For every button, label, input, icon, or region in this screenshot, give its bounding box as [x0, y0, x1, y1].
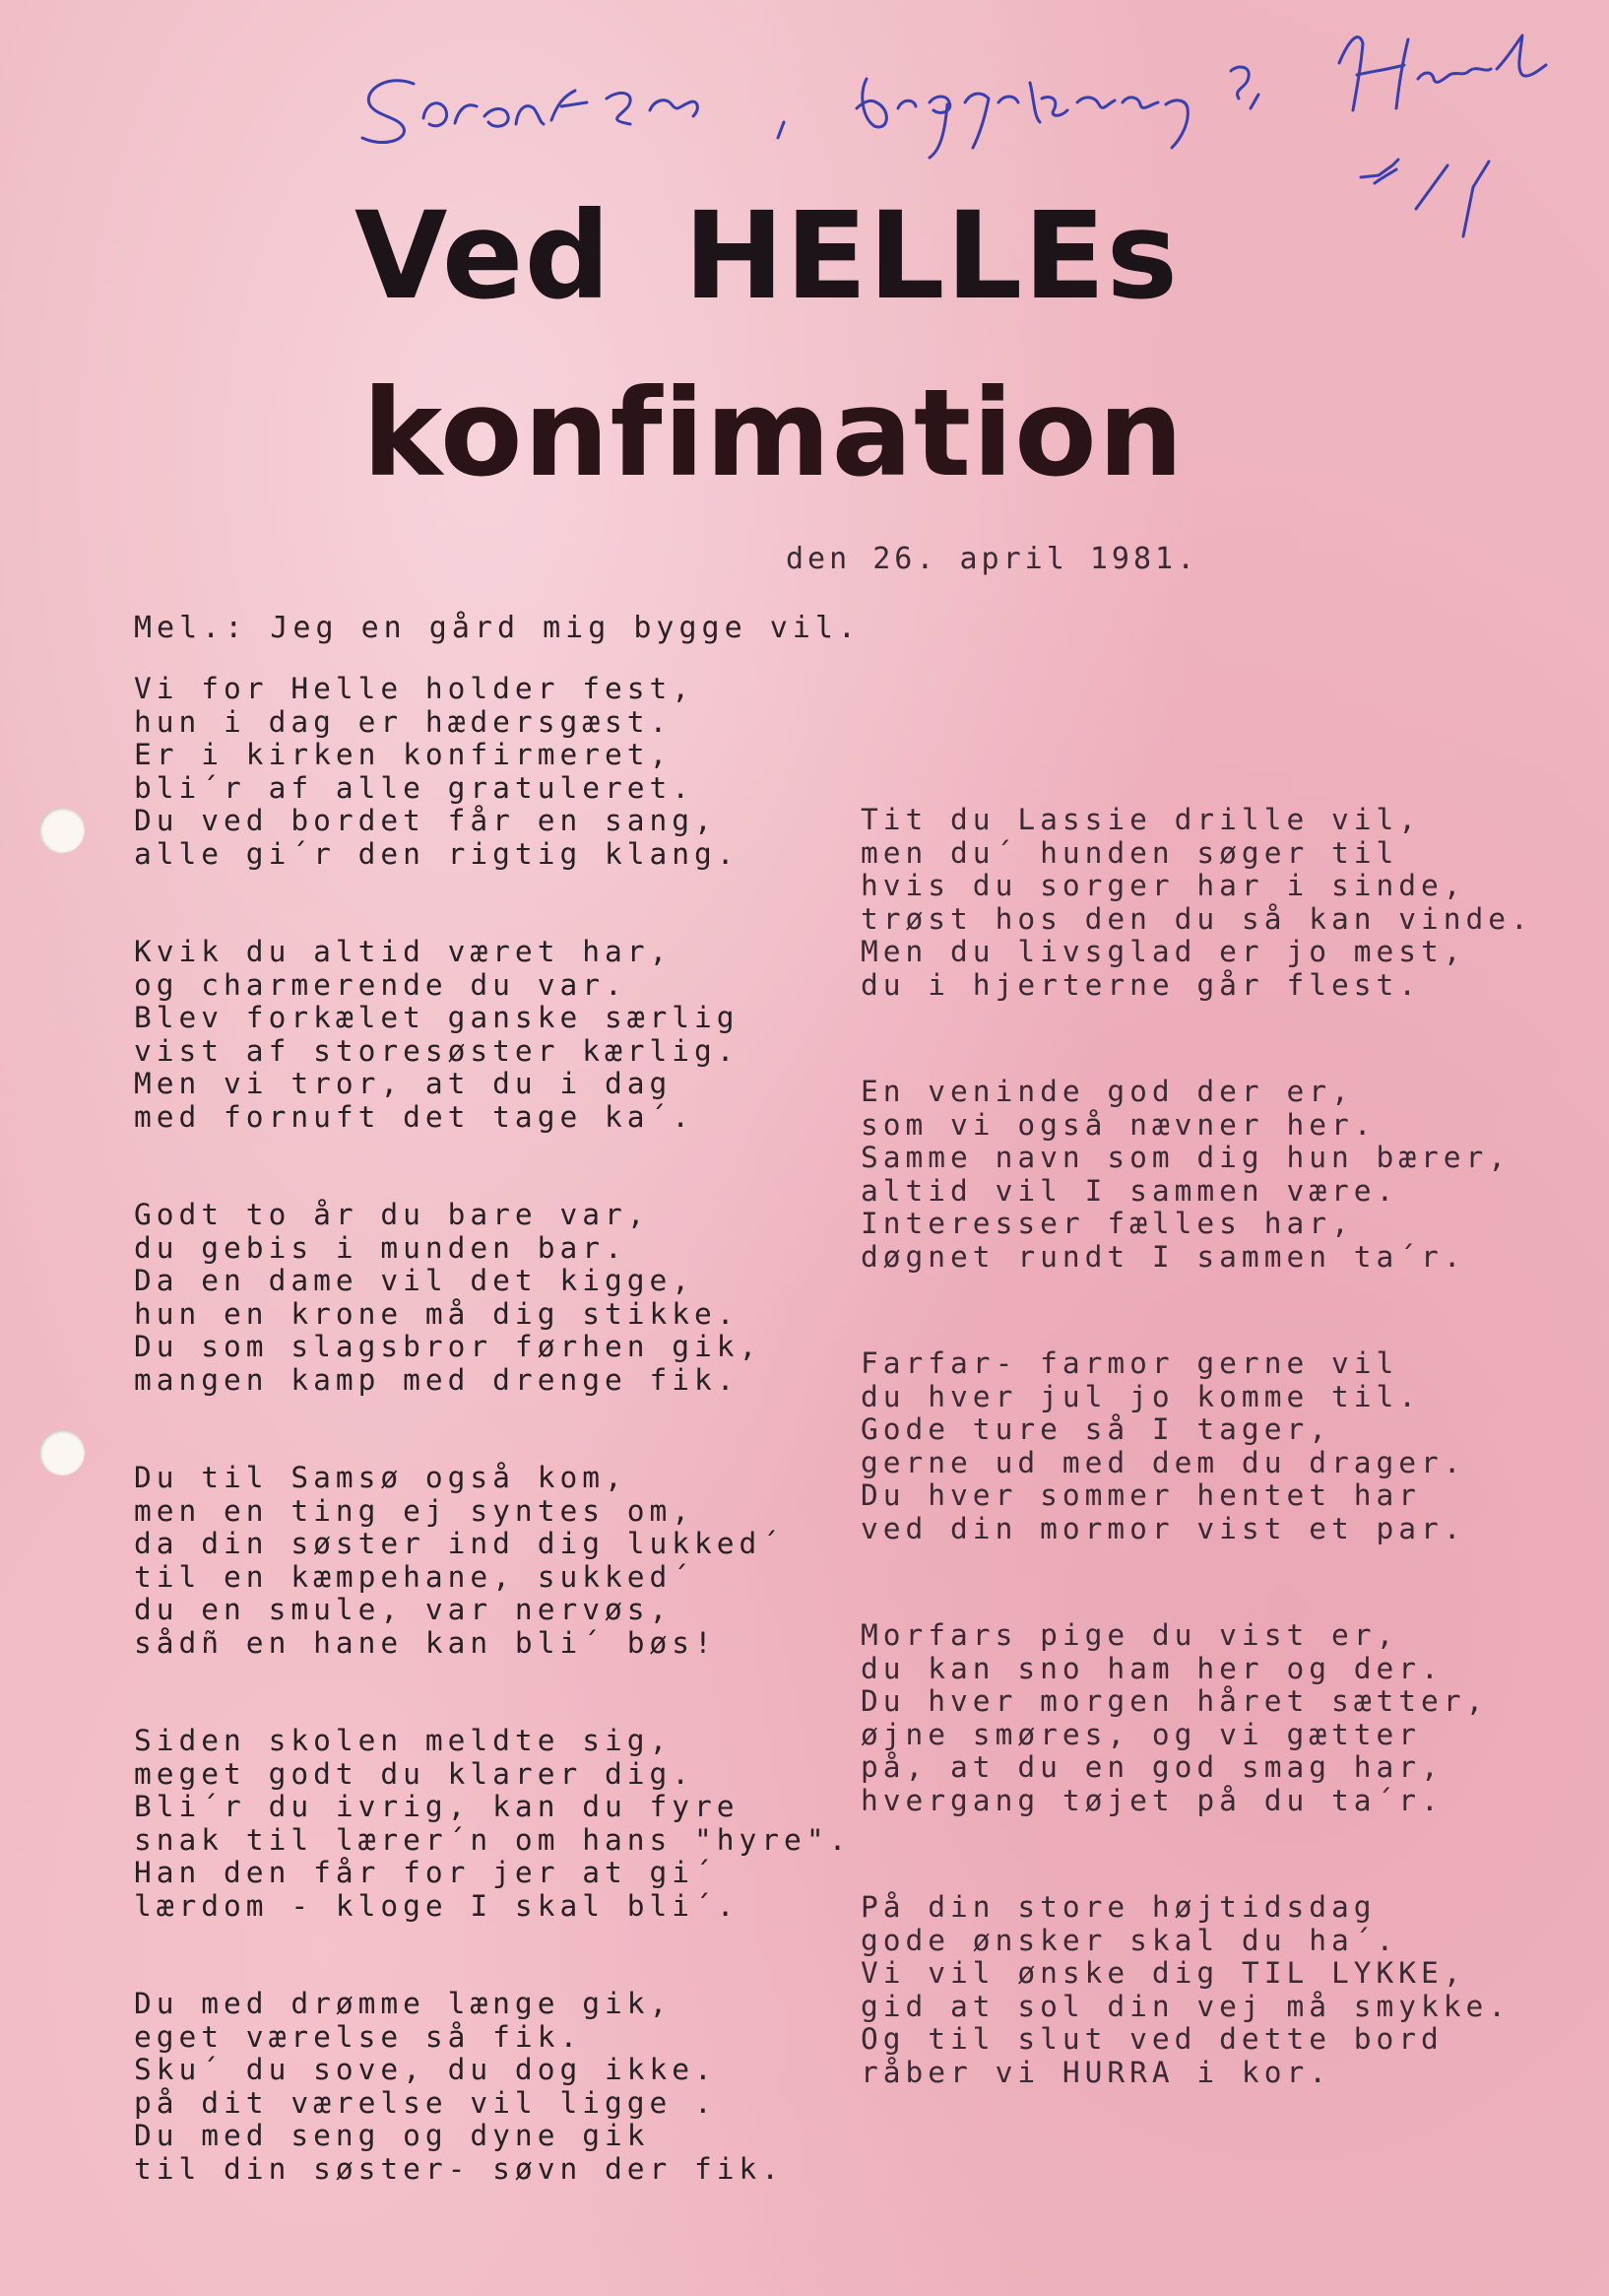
- verse-line: gid at sol din vej må smykke.: [861, 1989, 1512, 2023]
- stanza-left-6: [134, 1988, 823, 2186]
- verse-line: hun i dag er hædersgæst.: [134, 704, 673, 739]
- verse-line: men du´ hunden søger til: [861, 835, 1399, 870]
- verse-line: du hver jul jo komme til.: [861, 1379, 1422, 1413]
- verse-line: Vi for Helle holder fest,: [134, 672, 695, 705]
- verse-line: trøst hos den du så kan vinde.: [861, 901, 1533, 936]
- verse-line: Du som slagsbror førhen gik,: [134, 1330, 762, 1363]
- right-column-verses: [861, 804, 1550, 2089]
- verse-line: Er i kirken konfirmeret,: [134, 738, 673, 771]
- verse-line: Farfar- farmor gerne vil: [861, 1346, 1399, 1380]
- verse-line: En veninde god der er,: [861, 1075, 1354, 1108]
- verse-line: alle gi´r den rigtig klang.: [134, 836, 740, 871]
- verse-line: Tit du Lassie drille vil,: [861, 803, 1422, 836]
- stanza-left-3: [134, 1199, 823, 1397]
- verse-line: du gebis i munden bar.: [134, 1230, 627, 1265]
- left-column-verses: [134, 672, 852, 2251]
- verse-line: ved din mormor vist et par.: [861, 1511, 1466, 1545]
- verse-line: da din søster ind dig lukked´: [134, 1527, 785, 1560]
- verse-line: Og til slut ved dette bord: [861, 2022, 1444, 2056]
- verse-line: på, at du en god smag har,: [861, 1750, 1444, 1784]
- verse-line: eget værelse så fik.: [134, 2019, 583, 2054]
- verse-line: hvergang tøjet på du ta´r.: [861, 1783, 1444, 1817]
- verse-line: bli´r af alle gratuleret.: [134, 770, 695, 805]
- stanza-left-5: [134, 1724, 852, 1923]
- melody-line: Mel.: Jeg en gård mig bygge vil.: [134, 611, 861, 645]
- verse-line: til en kæmpehane, sukked´: [134, 1559, 695, 1594]
- verse-line: men en ting ej syntes om,: [134, 1493, 695, 1528]
- stanza-right-2: [861, 1076, 1550, 1274]
- verse-line: meget godt du klarer dig.: [134, 1756, 695, 1791]
- verse-line: Men vi tror, at du i dag: [134, 1067, 673, 1100]
- verse-line: mangen kamp med drenge fik.: [134, 1362, 740, 1397]
- verse-line: og charmerende du var.: [134, 967, 627, 1002]
- stanza-left-1: [134, 673, 823, 871]
- verse-line: Men du livsglad er jo mest,: [861, 935, 1466, 968]
- date-line: den 26. april 1981.: [786, 542, 1199, 576]
- verse-line: Du hver morgen håret sætter,: [861, 1684, 1489, 1718]
- stanza-right-1: [861, 804, 1550, 1002]
- stanza-right-3: [861, 1347, 1550, 1545]
- verse-line: du kan sno ham her og der.: [861, 1651, 1444, 1685]
- verse-line: vist af storesøster kærlig.: [134, 1033, 740, 1068]
- verse-line: Morfars pige du vist er,: [861, 1618, 1399, 1652]
- verse-line: gode ønsker skal du ha´.: [861, 1923, 1399, 1957]
- verse-line: snak til lærer´n om hans "hyre".: [134, 1822, 852, 1857]
- verse-line: du i hjerterne går flest.: [861, 967, 1422, 1002]
- verse-line: På din store højtidsdag: [861, 1890, 1377, 1924]
- verse-line: Gode ture så I tager,: [861, 1412, 1331, 1446]
- stanza-right-4: [861, 1619, 1550, 1817]
- verse-line: til din søster- søvn der fik.: [134, 2151, 785, 2186]
- verse-line: med fornuft det tage ka´.: [134, 1099, 695, 1134]
- verse-line: øjne smøres, og vi gætter: [861, 1717, 1422, 1751]
- verse-line: sådñ en hane kan bli´ bøs!: [134, 1625, 717, 1660]
- punch-hole-top: [39, 808, 85, 853]
- verse-line: Sku´ du sove, du dog ikke.: [134, 2053, 717, 2086]
- verse-line: døgnet rundt I sammen ta´r.: [861, 1239, 1466, 1274]
- verse-line: Bli´r du ivrig, kan du fyre: [134, 1790, 740, 1823]
- verse-line: Kvik du altid været har,: [134, 935, 673, 968]
- verse-line: Blev forkælet ganske særlig: [134, 1001, 740, 1034]
- verse-line: Vi vil ønske dig TIL LYKKE,: [861, 1956, 1466, 1990]
- verse-line: Han den får for jer at gi´: [134, 1856, 717, 1889]
- verse-line: Samme navn som dig hun bærer,: [861, 1141, 1512, 1174]
- verse-line: altid vil I sammen være.: [861, 1173, 1399, 1208]
- verse-line: Interesser fælles har,: [861, 1207, 1354, 1240]
- stanza-right-5: [861, 1891, 1550, 2089]
- title-line-2: konfimation: [362, 363, 1185, 503]
- verse-line: Du med seng og dyne gik: [134, 2119, 650, 2152]
- verse-line: Godt to år du bare var,: [134, 1198, 650, 1231]
- verse-line: du en smule, var nervøs,: [134, 1593, 673, 1626]
- verse-line: Siden skolen meldte sig,: [134, 1724, 673, 1757]
- stanza-left-4: [134, 1462, 823, 1660]
- verse-line: råber vi HURRA i kor.: [861, 2055, 1331, 2089]
- verse-line: Da en dame vil det kigge,: [134, 1264, 695, 1297]
- verse-line: gerne ud med dem du drager.: [861, 1445, 1466, 1479]
- verse-line: Du ved bordet får en sang,: [134, 804, 717, 837]
- verse-line: lærdom - kloge I skal bli´.: [134, 1888, 740, 1923]
- title-line-1: Ved HELLEs: [354, 186, 1180, 326]
- punch-hole-bottom: [39, 1430, 85, 1476]
- verse-line: hvis du sorger har i sinde,: [861, 869, 1466, 902]
- verse-line: Du til Samsø også kom,: [134, 1461, 627, 1494]
- verse-line: som vi også nævner her.: [861, 1107, 1377, 1142]
- verse-line: Du hver sommer hentet har: [861, 1478, 1422, 1512]
- verse-line: Du med drømme længe gik,: [134, 1987, 673, 2020]
- verse-line: hun en krone må dig stikke.: [134, 1296, 740, 1331]
- stanza-left-2: [134, 936, 823, 1134]
- verse-line: på dit værelse vil ligge .: [134, 2085, 717, 2120]
